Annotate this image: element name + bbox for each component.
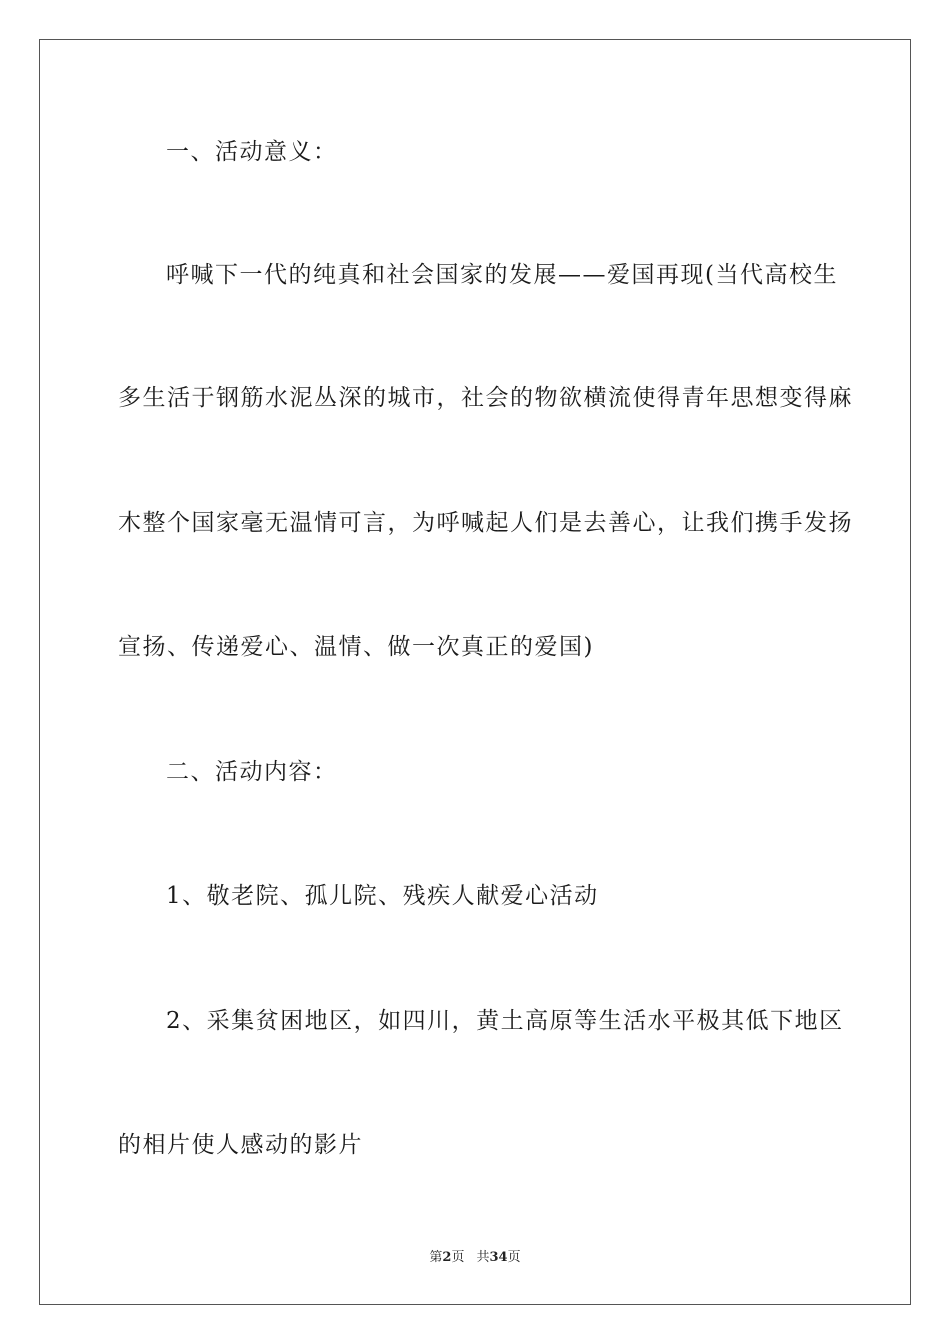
page-footer	[0, 1246, 950, 1265]
paragraph-line: 宣扬、传递爱心、温情、做一次真正的爱国)	[118, 634, 594, 660]
footer-page-prefix: 第	[429, 1250, 443, 1265]
paragraph-line: 的相片使人感动的影片	[118, 1132, 363, 1158]
page-border	[39, 39, 911, 1305]
footer-total-prefix: 共	[476, 1250, 490, 1265]
paragraph-line: 木整个国家毫无温情可言，为呼喊起人们是去善心，让我们携手发扬	[118, 510, 853, 536]
list-item: 1、敬老院、孤儿院、残疾人献爱心活动	[166, 883, 599, 909]
footer-total-suffix: 页	[507, 1250, 521, 1265]
list-item: 2、采集贫困地区，如四川，黄土高原等生活水平极其低下地区	[166, 1008, 844, 1034]
footer-page-suffix: 页	[451, 1250, 465, 1265]
paragraph-line: 呼喊下一代的纯真和社会国家的发展——爱国再现(当代高校生	[166, 262, 838, 288]
section-heading-2: 二、活动内容：	[166, 759, 338, 785]
footer-page-current: 2	[442, 1250, 452, 1265]
section-heading-1: 一、活动意义：	[166, 139, 338, 165]
paragraph-line: 多生活于钢筋水泥丛深的城市，社会的物欲横流使得青年思想变得麻	[118, 385, 853, 411]
footer-page-total: 34	[489, 1250, 508, 1265]
